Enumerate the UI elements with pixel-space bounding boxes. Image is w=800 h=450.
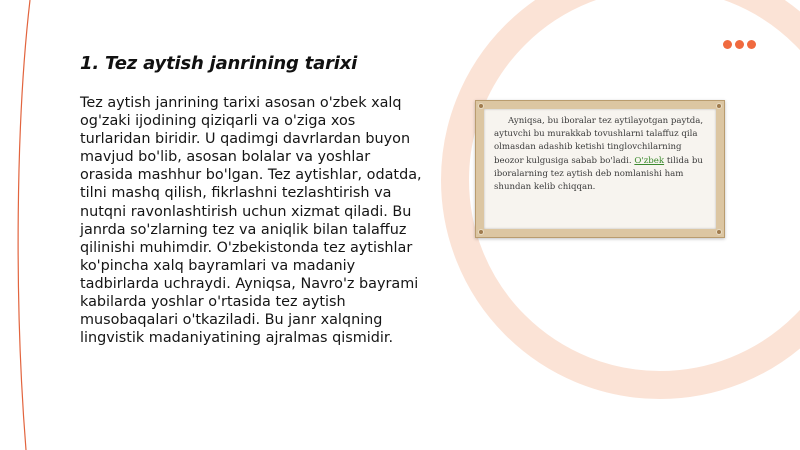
slide-body-text: Tez aytish janrining tarixi asosan o'zbek xalq og'zaki ijodining qiziqarli va o'ziga xos turlaridan biridir. U qadimgi davrlardan buyon mavjud bo'lib, asosan bolalar va yoshlar orasida mashhur bo'lgan. Tez aytishlar, odatda, tilni mashq qilish, fikrlashni tezlashtirish va nutqni ravonlashtirish uchun xizmat qiladi. Bu janrda so'zlarning tez va aniqlik bilan talaffuz qilinishi muhimdir. O'zbekistonda tez aytishlar ko'pincha xalq bayramlari va madaniy tadbirlarda uchraydi. Ayniqsa, Navro'z bayrami kabilarda yoshlar o'rtasida tez aytish musobaqalari o'tkaziladi. Bu janr xalqning lingvistik madaniyatining ajralmas qismidir. [80, 95, 422, 347]
corner-nail-icon [717, 230, 721, 234]
dot-icon [735, 40, 744, 49]
slide-title: 1. Tez aytish janrining tarixi [80, 53, 358, 74]
framed-quote-text [484, 109, 716, 194]
decor-edge-line [18, 0, 30, 450]
quote-text-end: tilida bu iboralarning tez aytish deb nomlanishi ham shundan kelib chiqqan. [494, 155, 703, 193]
corner-nail-icon [479, 230, 483, 234]
quote-text-start: Ayniqsa, bu iboralar tez aytilayotgan paytda, aytuvchi bu murakkab tovushlarni talaffuz qila olmasdan adashib ketishi tinglovchilarning beozor kulgusiga sabab bo'ladi. [494, 116, 704, 166]
framed-text-image [475, 100, 725, 238]
framed-paper [484, 109, 716, 229]
three-dots-icon [723, 40, 756, 49]
quote-link[interactable]: O'zbek [634, 155, 665, 166]
dot-icon [747, 40, 756, 49]
corner-nail-icon [479, 104, 483, 108]
dot-icon [723, 40, 732, 49]
corner-nail-icon [717, 104, 721, 108]
